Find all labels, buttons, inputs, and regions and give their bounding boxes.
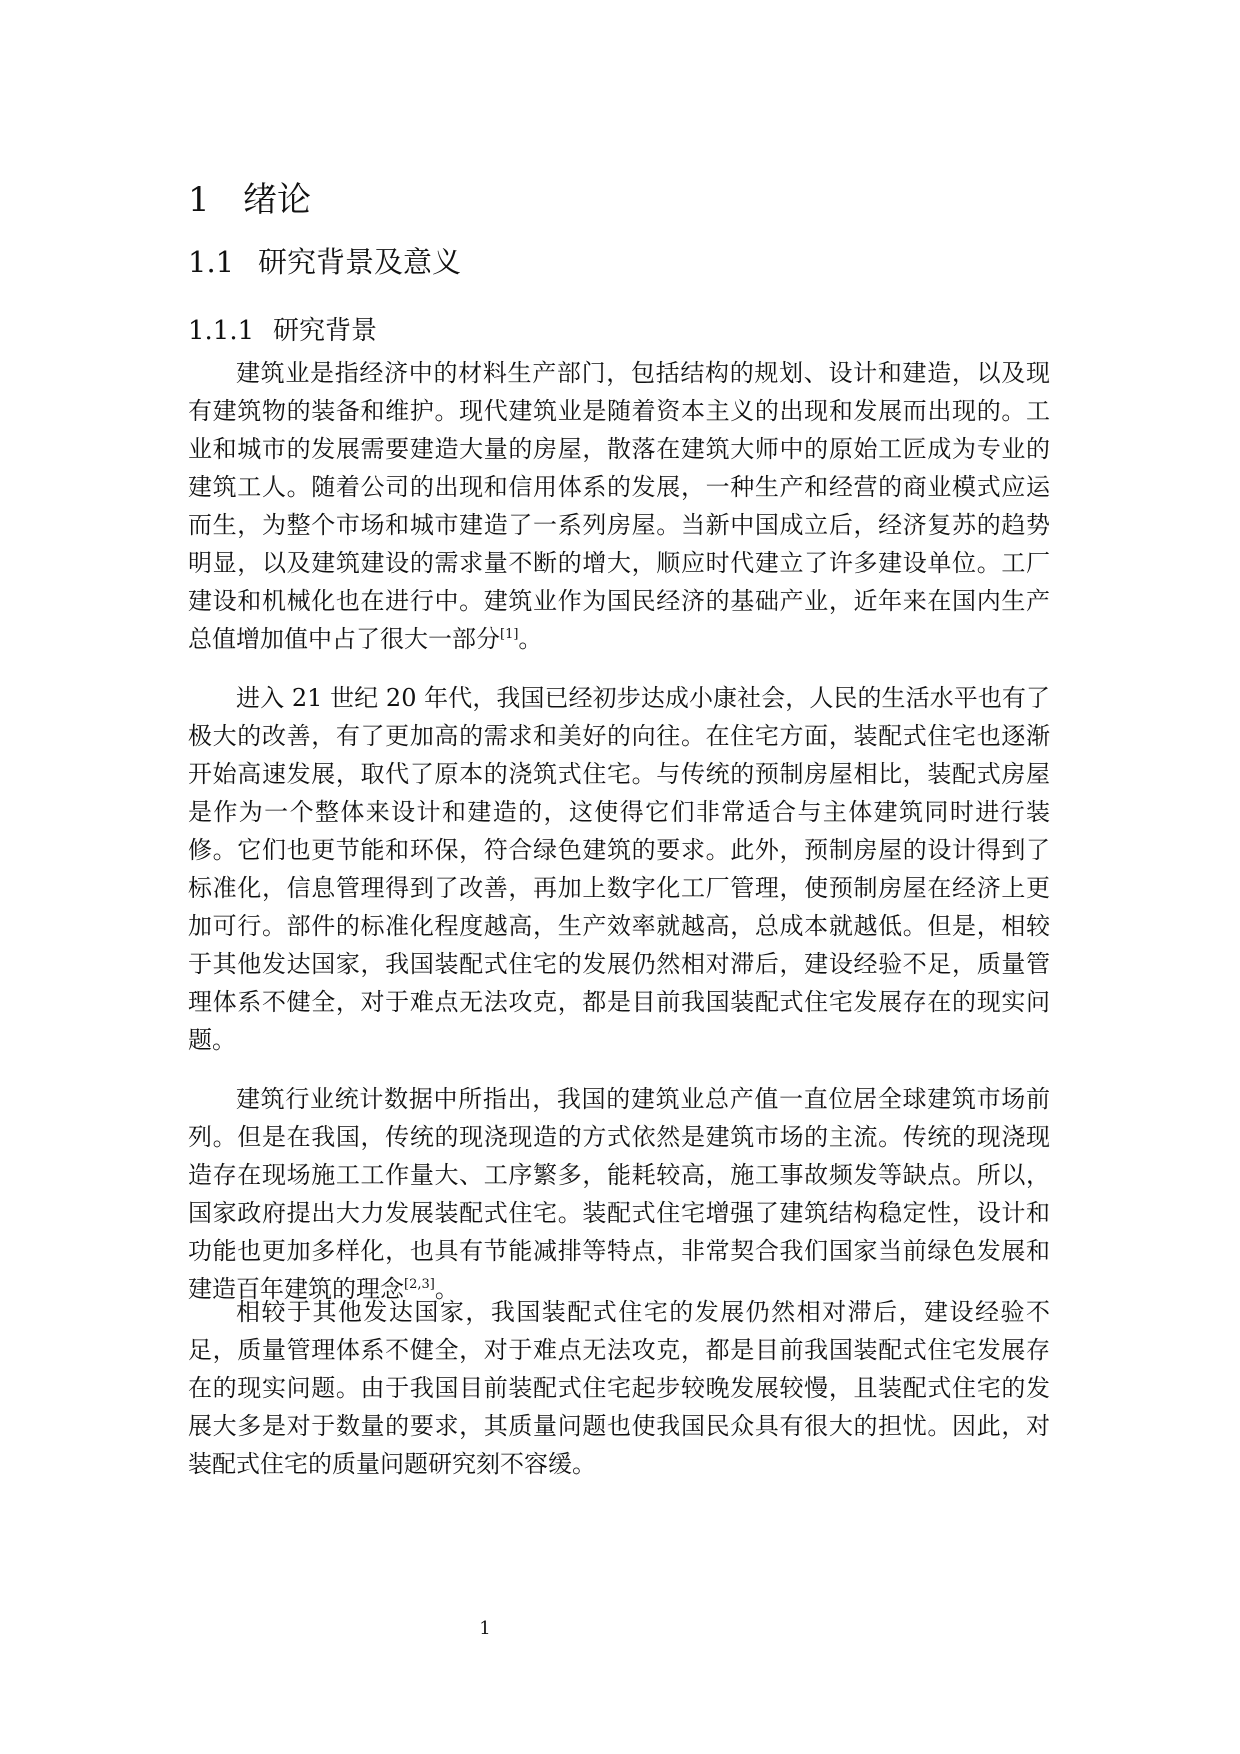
subsection-heading — [188, 310, 377, 347]
paragraph-2-text: 进入 21 世纪 20 年代，我国已经初步达成小康社会，人民的生活水平也有了极大的改善，有了更加高的需求和美好的向往。在住宅方面，装配式住宅也逐渐开始高速发展，取代了原本的浇筑式住宅。与传统的预制房屋相比，装配式房屋是作为一个整体来设计和建造的，这使得它们非常适合与主体建筑同时进行装修。它们也更节能和环保，符合绿色建筑的要求。此外，预制房屋的设计得到了标准化，信息管理得到了改善，再加上数字化工厂管理，使预制房屋在经济上更加可行。部件的标准化程度越高，生产效率就越高，总成本就越低。但是，相较于其他发达国家，我国装配式住宅的发展仍然相对滞后，建设经验不足，质量管理体系不健全，对于难点无法攻克，都是目前我国装配式住宅发展存在的现实问题。 — [188, 684, 1050, 1054]
subsection-number: 1.1.1 — [188, 316, 255, 346]
citation-2: [2,3] — [404, 1277, 435, 1292]
section-number: 1.1 — [188, 245, 235, 279]
paragraph-3 — [188, 1080, 1050, 1308]
section-heading — [188, 240, 461, 281]
paragraph-1 — [188, 354, 1050, 658]
chapter-number: 1 — [188, 180, 210, 220]
page-number: 1 — [479, 1618, 491, 1639]
paragraph-2 — [188, 679, 1050, 1059]
paragraph-1-text: 建筑业是指经济中的材料生产部门，包括结构的规划、设计和建造，以及现有建筑物的装备和维护。现代建筑业是随着资本主义的出现和发展而出现的。工业和城市的发展需要建造大量的房屋，散落在建筑大师中的原始工匠成为专业的建筑工人。随着公司的出现和信用体系的发展，一种生产和经营的商业模式应运而生，为整个市场和城市建造了一系列房屋。当新中国成立后，经济复苏的趋势明显，以及建筑建设的需求量不断的增大，顺应时代建立了许多建设单位。工厂建设和机械化也在进行中。建筑业作为国民经济的基础产业，近年来在国内生产总值增加值中占了很大一部分 — [188, 359, 1050, 653]
chapter-heading — [188, 172, 311, 221]
paragraph-3-text: 建筑行业统计数据中所指出，我国的建筑业总产值一直位居全球建筑市场前列。但是在我国，传统的现浇现造的方式依然是建筑市场的主流。传统的现浇现造存在现场施工工作量大、工序繁多，能耗较高，施工事故频发等缺点。所以，国家政府提出大力发展装配式住宅。装配式住宅增强了建筑结构稳定性，设计和功能也更加多样化，也具有节能减排等特点，非常契合我们国家当前绿色发展和建造百年建筑的理念 — [188, 1085, 1050, 1303]
paragraph-1-end: 。 — [518, 625, 543, 653]
paragraph-4 — [188, 1293, 1050, 1483]
chapter-title: 绪论 — [243, 180, 311, 220]
paragraph-4-text: 相较于其他发达国家，我国装配式住宅的发展仍然相对滞后，建设经验不足，质量管理体系不健全，对于难点无法攻克，都是目前我国装配式住宅发展存在的现实问题。由于我国目前装配式住宅起步较晚发展较慢，且装配式住宅的发展大多是对于数量的要求，其质量问题也使我国民众具有很大的担忧。因此，对装配式住宅的质量问题研究刻不容缓。 — [188, 1298, 1050, 1478]
subsection-title: 研究背景 — [273, 316, 378, 346]
section-title: 研究背景及意义 — [258, 245, 462, 279]
paragraph-3-end: 。 — [434, 1275, 459, 1303]
citation-1: [1] — [500, 627, 519, 642]
